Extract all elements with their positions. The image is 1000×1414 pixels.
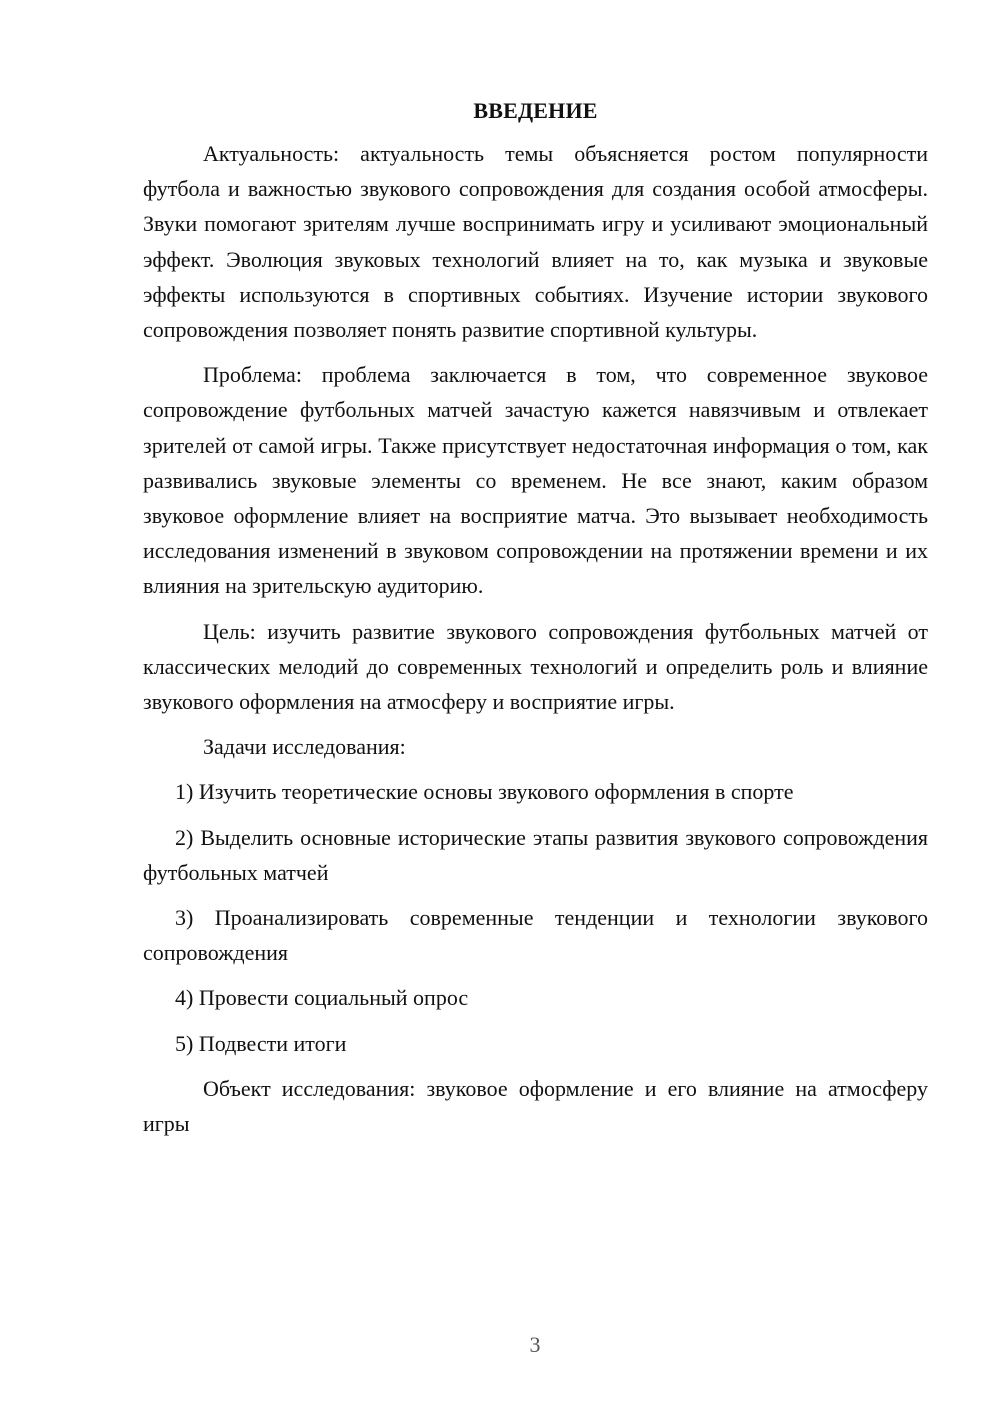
page-number: 3 bbox=[529, 1332, 541, 1357]
object-paragraph: Объект исследования: звуковое оформление и его влияние на атмосферу игры bbox=[143, 1075, 928, 1137]
task-item-2: 2) Выделить основные исторические этапы развития звукового сопровождения футбольных матчей bbox=[143, 824, 928, 885]
task-item-3: 3) Проанализировать современные тенденции и технологии звукового сопровождения bbox=[143, 905, 928, 966]
page-content bbox=[143, 93, 928, 1151]
task-item-4: 4) Провести социальный опрос bbox=[175, 985, 469, 1011]
page-title: ВВЕДЕНИЕ bbox=[473, 98, 598, 123]
task-item-1: 1) Изучить теоретические основы звукового оформления в спорте bbox=[175, 779, 794, 805]
task-item-5: 5) Подвести итоги bbox=[175, 1030, 347, 1056]
goal-paragraph: Цель: изучить развитие звукового сопровождения футбольных матчей от классических мелодий до современных технологий и определить роль и влияние звукового оформления на атмосферу и восприятие игры. bbox=[143, 618, 928, 715]
tasks-heading: Задачи исследования: bbox=[203, 734, 406, 760]
relevance-paragraph: Актуальность: актуальность темы объясняется ростом популярности футбола и важностью звукового сопровождения для создания особой атмосферы. Звуки помогают зрителям лучше воспринимать игру и усиливают эмоциональный эффект. Эволюция звуковых технологий влияет на то, как музыка и звуковые эффекты используются в спортивных событиях. Изучение истории звукового сопровождения позволяет понять развитие спортивной культуры. bbox=[143, 141, 928, 343]
problem-paragraph: Проблема: проблема заключается в том, что современное звуковое сопровождение футбольных матчей зачастую кажется навязчивым и отвлекает зрителей от самой игры. Также присутствует недостаточная информация о том, как развивались звуковые элементы со временем. Не все знают, каким образом звуковое оформление влияет на восприятие матча. Это вызывает необходимость исследования изменений в звуковом сопровождении на протяжении времени и их влияния на зрительскую аудиторию. bbox=[143, 362, 928, 599]
